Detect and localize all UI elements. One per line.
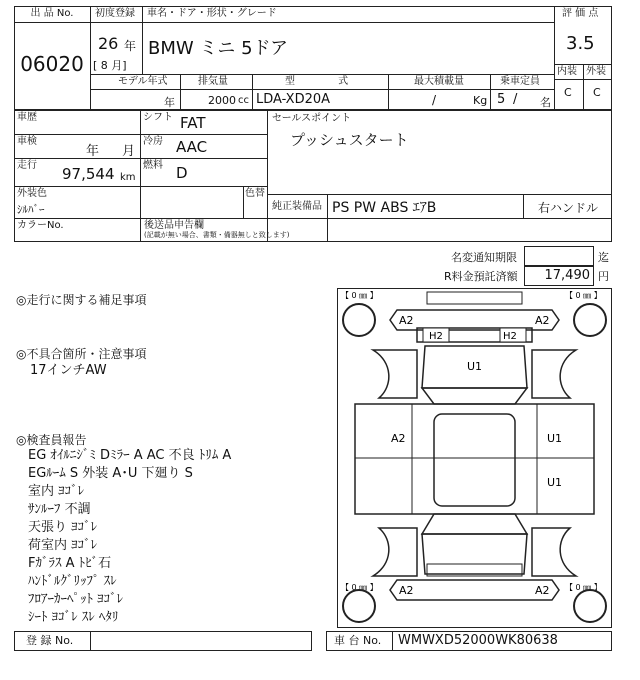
inspector-report-line: 荷室内 ﾖｺﾞﾚ	[28, 538, 98, 553]
mark-headlight-right: H2	[503, 331, 517, 342]
wheel-rear-left	[343, 590, 375, 622]
trunk	[422, 534, 527, 574]
inspector-report-line: EG ｵｲﾙﾆｼﾞﾐ Dﾐﾗｰ A AC 不良 ﾄﾘﾑ A	[28, 448, 232, 463]
recycle-amount: 17,490	[544, 268, 590, 283]
max-load-label: 最大積載量	[414, 76, 464, 87]
mark-hood: U1	[467, 360, 483, 373]
docs-note: (記載が無い場合、書類・備器無しと致します)	[144, 231, 290, 239]
history-label: 車歴	[17, 112, 37, 123]
mark-rear-right: A2	[535, 584, 550, 597]
mark-right-front-door: U1	[547, 432, 563, 445]
sales-point-value: プッシュスタート	[290, 131, 409, 149]
first-reg-month: [ 8 月]	[93, 59, 127, 72]
wheel-front-right	[574, 304, 606, 336]
mark-front-bumper-left: A2	[399, 314, 414, 327]
chassis-number: WMWXD52000WK80638	[398, 633, 558, 648]
recycle-label: R料金預託済額	[444, 270, 518, 283]
max-load-unit: Kg	[473, 94, 488, 107]
inspector-report-line: Fｶﾞﾗｽ A ﾄﾋﾞ石	[28, 556, 112, 571]
mileage-unit: km	[120, 172, 136, 183]
inspector-report-line: ｻﾝﾙｰﾌ 不調	[28, 502, 91, 517]
tire-depth-front-left: 【 0 ㎜ 】	[341, 291, 378, 300]
displacement-unit: cc	[238, 95, 249, 106]
interior-label: 内装	[557, 66, 577, 77]
exterior-label: 外装	[586, 66, 606, 77]
tire-depth-front-right: 【 0 ㎜ 】	[565, 291, 602, 300]
sales-point-label: セールスポイント	[272, 113, 352, 124]
name-change-box	[524, 246, 594, 266]
left-rear-fender	[373, 528, 417, 576]
inspector-report-line: 天張り ﾖｺﾞﾚ	[28, 520, 98, 535]
first-reg-year-unit: 年	[124, 39, 137, 53]
capacity-label: 乗車定員	[500, 76, 540, 87]
defects-line: 17インチAW	[30, 363, 107, 378]
mileage-value: 97,544	[62, 165, 115, 183]
rear-window	[422, 514, 527, 534]
car-name-label: 車名・ドア・形状・グレード	[147, 8, 277, 19]
first-registration-label: 初度登録	[95, 8, 135, 19]
color-no-label: カラーNo.	[17, 220, 64, 231]
interior-grade: C	[564, 86, 572, 99]
right-rear-fender	[532, 528, 576, 576]
left-front-fender	[373, 350, 417, 398]
windshield	[422, 388, 527, 404]
shift-value: FAT	[180, 114, 206, 132]
displacement-value: 2000	[208, 94, 236, 107]
model-year-unit: 年	[164, 96, 175, 109]
model-year-label: モデル年式	[118, 76, 168, 87]
tire-depth-rear-right: 【 0 ㎜ 】	[565, 583, 602, 592]
wheel-rear-right	[574, 590, 606, 622]
wheel-front-left	[343, 304, 375, 336]
inspector-report-line: ﾌﾛｱｰｶｰﾍﾟｯﾄ ﾖｺﾞﾚ	[28, 592, 124, 607]
model-code-label: 型 式	[285, 76, 349, 87]
driving-notes-title: ◎走行に関する補足事項	[16, 293, 147, 307]
chassis-number-label: 車 台 No.	[334, 634, 382, 647]
color-value: ｼﾙﾊﾞｰ	[17, 203, 45, 216]
car-body	[355, 404, 594, 514]
inspector-report-line: ﾊﾝﾄﾞﾙｸﾞﾘｯﾌﾟ ｽﾚ	[28, 574, 117, 589]
car-condition-diagram	[337, 288, 612, 628]
mark-front-bumper-right: A2	[535, 314, 550, 327]
mileage-label: 走行	[17, 160, 37, 171]
first-reg-year: 26	[98, 34, 119, 53]
mark-left-side: A2	[391, 432, 406, 445]
recycle-unit: 円	[598, 270, 609, 283]
capacity-unit: 名	[540, 96, 551, 109]
inspector-report-line: EGﾙｰﾑ S 外装 A･U 下廻り S	[28, 466, 193, 481]
score-value: 3.5	[566, 33, 595, 54]
inspection-month-unit: 月	[122, 144, 136, 159]
front-bumper	[390, 310, 559, 330]
lot-number: 06020	[20, 52, 84, 76]
mark-right-rear-door: U1	[547, 476, 563, 489]
max-load-separator: /	[432, 93, 437, 107]
exterior-grade: C	[593, 86, 601, 99]
shift-label: シフト	[143, 112, 173, 123]
docs-label: 後送品申告欄	[144, 220, 204, 231]
ac-value: AAC	[176, 138, 208, 156]
mark-rear-bumper: A2	[399, 584, 414, 597]
color-change-label: 色替	[245, 188, 265, 199]
model-code: LDA-XD20A	[256, 92, 331, 107]
tire-depth-rear-left: 【 0 ㎜ 】	[341, 583, 378, 592]
color-label: 外装色	[17, 188, 47, 199]
mark-headlight-left: H2	[429, 331, 443, 342]
score-label: 評 価 点	[562, 8, 599, 19]
steering-value: 右ハンドル	[538, 201, 599, 215]
name-change-unit: 迄	[598, 251, 609, 264]
inspector-report-line: ｼｰﾄ ﾖｺﾞﾚ ｽﾚ ﾍﾀﾘ	[28, 610, 119, 625]
lot-label: 出 品 No.	[30, 8, 74, 19]
capacity-value: 5	[497, 92, 506, 107]
inspection-year-unit: 年	[86, 144, 100, 159]
inspector-title: ◎検査員報告	[16, 433, 87, 447]
car-name: BMW ミニ 5ドア	[148, 38, 289, 59]
defects-title: ◎不具合箇所・注意事項	[16, 347, 147, 361]
roof	[434, 414, 515, 506]
name-change-label: 名変通知期限	[451, 251, 517, 264]
right-front-fender	[532, 350, 576, 398]
rear-bumper	[390, 580, 559, 600]
inspector-report-line: 室内 ﾖｺﾞﾚ	[28, 484, 85, 499]
fuel-label: 燃料	[143, 160, 163, 171]
ac-label: 冷房	[143, 136, 163, 147]
fuel-value: D	[176, 164, 188, 182]
equipment-label: 純正装備品	[272, 201, 322, 212]
capacity-separator: /	[513, 92, 518, 107]
inspection-label: 車検	[17, 136, 37, 147]
displacement-label: 排気量	[198, 76, 228, 87]
equipment-value: PS PW ABS ｴｱB	[332, 200, 437, 216]
registration-number-label: 登 録 No.	[26, 634, 74, 647]
